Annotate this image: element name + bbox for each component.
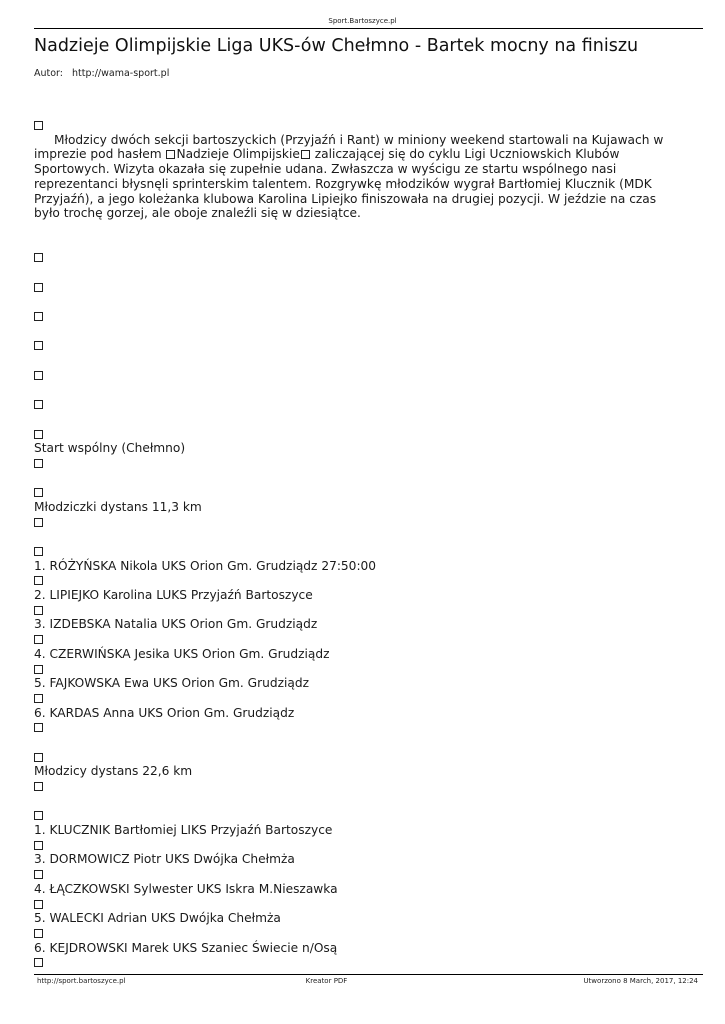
placeholder-glyph-icon xyxy=(34,635,43,644)
footer-created: Utworzono 8 March, 2017, 12:24 xyxy=(583,977,698,985)
article-body xyxy=(34,118,674,970)
intro-text-c: zaliczającej się do cyklu Ligi Uczniowskich Klubów Sportowych. Wizyta okazała się zupełnie udana. Zwłaszcza w wyścigu ze startu wspólnego nasi reprezentanci błysnęli sprinterskim talentem. Rozgrywkę młodzików wygrał Bartłomiej Klucznik (MDK Przyjaźń), a jego koleżanka klubowa Karolina Lipiejko finiszowała na drugiej pozycji. W jeździe na czas było trochę gorzej, ale oboje znaleźli się w dziesiątce. xyxy=(34,147,657,221)
placeholder-glyph-icon xyxy=(34,253,43,262)
result-row: 3. IZDEBSKA Natalia UKS Orion Gm. Grudziądz xyxy=(34,617,318,632)
author-label: Autor: xyxy=(34,68,63,79)
intro-paragraph xyxy=(34,133,674,221)
intro-text-b: Nadzieje Olimpijskie xyxy=(176,147,300,162)
result-row: 4. ŁĄCZKOWSKI Sylwester UKS Iskra M.Nieszawka xyxy=(34,881,338,896)
placeholder-glyph-icon xyxy=(34,518,43,527)
placeholder-glyph-icon xyxy=(34,929,43,938)
footer-generator: Kreator PDF xyxy=(305,977,348,985)
footer-url: http://sport.bartoszyce.pl xyxy=(37,977,126,985)
site-header: Sport.Bartoszyce.pl xyxy=(328,17,397,25)
placeholder-glyph-icon xyxy=(34,841,43,850)
article-title: Nadzieje Olimpijskie Liga UKS-ów Chełmno - Bartek mocny na finiszu xyxy=(34,36,639,56)
placeholder-glyph-icon xyxy=(34,400,43,409)
placeholder-glyph-icon xyxy=(34,283,43,292)
placeholder-glyph-icon xyxy=(34,665,43,674)
placeholder-glyph-icon xyxy=(34,870,43,879)
placeholder-glyph-icon xyxy=(34,121,43,130)
placeholder-glyph-icon xyxy=(34,488,43,497)
placeholder-glyph-icon xyxy=(34,459,43,468)
result-row: 1. RÓŻYŃSKA Nikola UKS Orion Gm. Grudziądz 27:50:00 xyxy=(34,558,377,573)
placeholder-glyph-icon xyxy=(34,723,43,732)
placeholder-glyph-icon xyxy=(34,312,43,321)
author-value: http://wama-sport.pl xyxy=(72,68,170,79)
result-row: 6. KARDAS Anna UKS Orion Gm. Grudziądz xyxy=(34,705,295,720)
boys-heading: Młodzicy dystans 22,6 km xyxy=(34,764,193,779)
header-rule xyxy=(34,28,703,29)
section-start: Start wspólny (Chełmno) xyxy=(34,441,186,456)
placeholder-glyph-icon xyxy=(34,341,43,350)
result-row: 2. LIPIEJKO Karolina LUKS Przyjaźń Bartoszyce xyxy=(34,588,313,603)
result-row: 6. KEJDROWSKI Marek UKS Szaniec Świecie n/Osą xyxy=(34,940,338,955)
placeholder-glyph-icon xyxy=(34,576,43,585)
intro-text-a: Młodzicy dwóch sekcji bartoszyckich (Przyjaźń i Rant) w miniony weekend startowali na Kujawach w imprezie pod hasłem xyxy=(34,132,664,162)
placeholder-glyph-icon xyxy=(34,753,43,762)
placeholder-glyph-icon xyxy=(34,606,43,615)
placeholder-glyph-icon xyxy=(301,150,310,159)
placeholder-glyph-icon xyxy=(34,900,43,909)
result-row: 5. FAJKOWSKA Ewa UKS Orion Gm. Grudziądz xyxy=(34,676,309,691)
result-row: 4. CZERWIŃSKA Jesika UKS Orion Gm. Grudziądz xyxy=(34,646,330,661)
placeholder-glyph-icon xyxy=(166,150,175,159)
placeholder-glyph-icon xyxy=(34,694,43,703)
placeholder-glyph-icon xyxy=(34,782,43,791)
placeholder-glyph-icon xyxy=(34,547,43,556)
result-row: 5. WALECKI Adrian UKS Dwójka Chełmża xyxy=(34,911,281,926)
girls-heading: Młodziczki dystans 11,3 km xyxy=(34,499,202,514)
author-line xyxy=(34,68,169,79)
result-row: 3. DORMOWICZ Piotr UKS Dwójka Chełmża xyxy=(34,852,295,867)
placeholder-glyph-icon xyxy=(34,811,43,820)
placeholder-glyph-icon xyxy=(34,958,43,967)
footer-rule xyxy=(34,974,703,975)
placeholder-glyph-icon xyxy=(34,430,43,439)
result-row: 1. KLUCZNIK Bartłomiej LIKS Przyjaźń Bartoszyce xyxy=(34,823,333,838)
placeholder-glyph-icon xyxy=(34,371,43,380)
